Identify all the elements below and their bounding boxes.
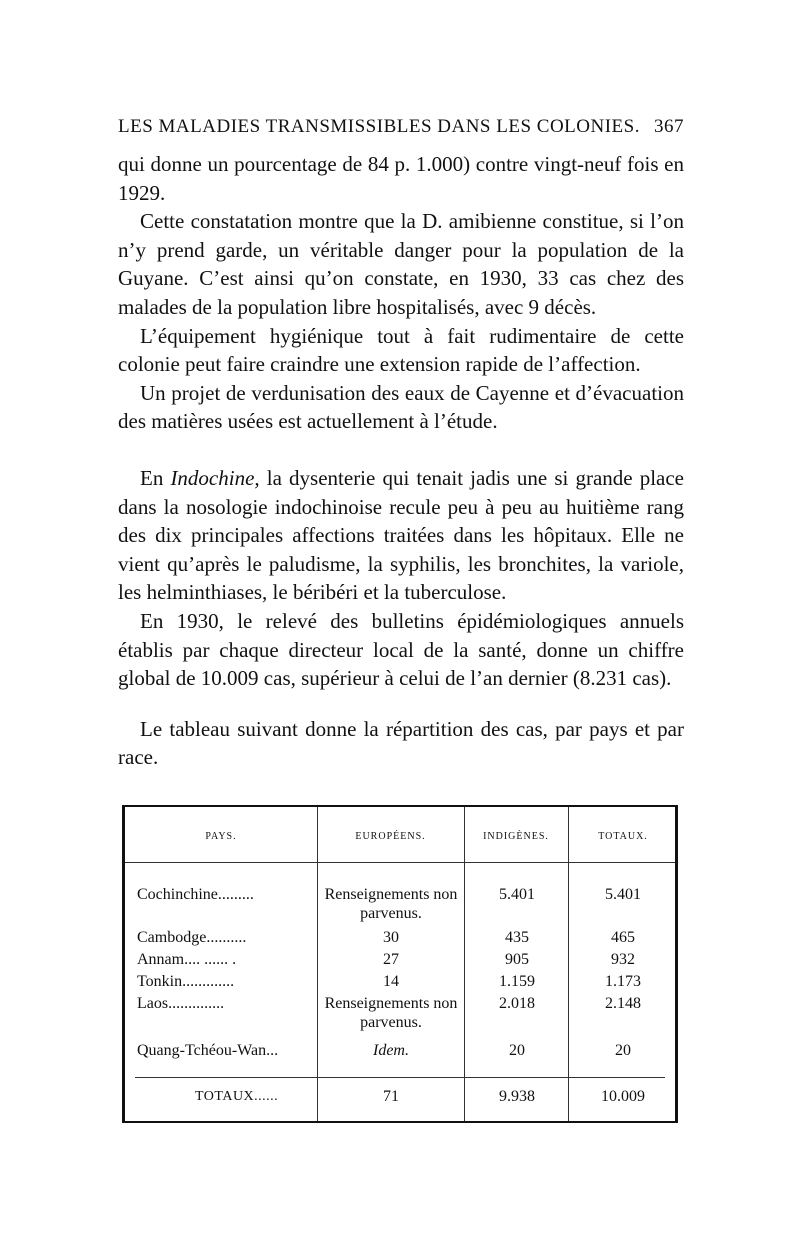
- cases-table: [122, 805, 678, 1123]
- indochine-prefix: En: [140, 465, 171, 490]
- column-divider: [568, 807, 569, 1121]
- header-indigenes: INDIGÈNES.: [483, 831, 549, 842]
- paragraph: Cette constatation montre que la D. amibienne constitue, si l’on n’y prend garde, un véritable danger pour la population de la Guyane. C’est ainsi qu’on constate, en 1930, 33 cas chez des malades de la population libre hospitalisés, avec 9 décès.: [118, 209, 684, 319]
- indochine-emphasis: Indochine,: [170, 465, 260, 490]
- paragraph: En 1930, le relevé des bulletins épidémiologiques annuels établis par chaque directeur local de la santé, donne un chiffre global de 10.009 cas, supérieur à celui de l’an dernier (8.231 cas).: [118, 608, 684, 691]
- cell-pays: Cambodge..........: [137, 929, 247, 946]
- running-title: LES MALADIES TRANSMISSIBLES DANS LES COLONIES.: [118, 116, 640, 137]
- header-europeens: EUROPÉENS.: [355, 831, 426, 842]
- column-divider: [464, 807, 465, 1121]
- cell-totaux: 932: [611, 951, 635, 968]
- cell-europeens: Renseignements non parvenus.: [324, 886, 458, 922]
- total-label: TOTAUX......: [195, 1089, 279, 1104]
- cell-pays: Cochinchine.........: [137, 886, 254, 903]
- cell-totaux: 20: [615, 1042, 631, 1059]
- cell-pays: Annam.... ...... .: [137, 951, 237, 968]
- total-totaux: 10.009: [601, 1088, 645, 1105]
- total-europeens: 71: [383, 1088, 399, 1105]
- cell-indigenes: 5.401: [499, 886, 535, 903]
- cell-indigenes: 20: [509, 1042, 525, 1059]
- paragraph-indochine: [118, 464, 684, 607]
- cell-totaux: 5.401: [605, 886, 641, 903]
- cell-europeens: Idem.: [373, 1042, 409, 1059]
- paragraph: qui donne un pourcentage de 84 p. 1.000) contre vingt-neuf fois en 1929.: [118, 152, 684, 205]
- body-text: [118, 150, 684, 772]
- cell-totaux: 465: [611, 929, 635, 946]
- cell-totaux: 1.173: [605, 973, 641, 990]
- cell-europeens: 30: [383, 929, 399, 946]
- header-totaux: TOTAUX.: [598, 831, 648, 842]
- indochine-text: la dysenterie qui tenait jadis une si grande place dans la nosologie indochinoise recule peu à peu au huitième rang des dix principales affections traitées dans les hôpitaux. Elle ne vient qu’après le paludisme, la syphilis, les bronchites, la variole, les helminthiases, le béribéri et la tuberculose.: [118, 465, 684, 605]
- page-number: 367: [654, 116, 684, 137]
- cell-indigenes: 905: [505, 951, 529, 968]
- cell-pays: Tonkin.............: [137, 973, 235, 990]
- paragraph: Un projet de verdunisation des eaux de Cayenne et d’évacuation des matières usées est actuellement à l’étude.: [118, 380, 684, 434]
- paragraph: Le tableau suivant donne la répartition des cas, par pays et par race.: [118, 716, 684, 770]
- cell-indigenes: 1.159: [499, 973, 535, 990]
- cell-totaux: 2.148: [605, 995, 641, 1012]
- paragraph: L’équipement hygiénique tout à fait rudimentaire de cette colonie peut faire craindre une extension rapide de l’affection.: [118, 323, 684, 377]
- column-divider: [317, 807, 318, 1121]
- cell-europeens: 27: [383, 951, 399, 968]
- cell-pays: Laos..............: [137, 995, 225, 1012]
- total-rule: [135, 1077, 665, 1078]
- cell-europeens: 14: [383, 973, 399, 990]
- header-rule: [125, 862, 675, 863]
- cell-indigenes: 435: [505, 929, 529, 946]
- cell-pays: Quang-Tchéou-Wan...: [137, 1042, 279, 1059]
- running-head: [118, 116, 684, 138]
- total-indigenes: 9.938: [499, 1088, 535, 1105]
- cell-europeens: Renseignements non parvenus.: [324, 995, 458, 1031]
- cell-indigenes: 2.018: [499, 995, 535, 1012]
- header-pays: PAYS.: [205, 831, 237, 842]
